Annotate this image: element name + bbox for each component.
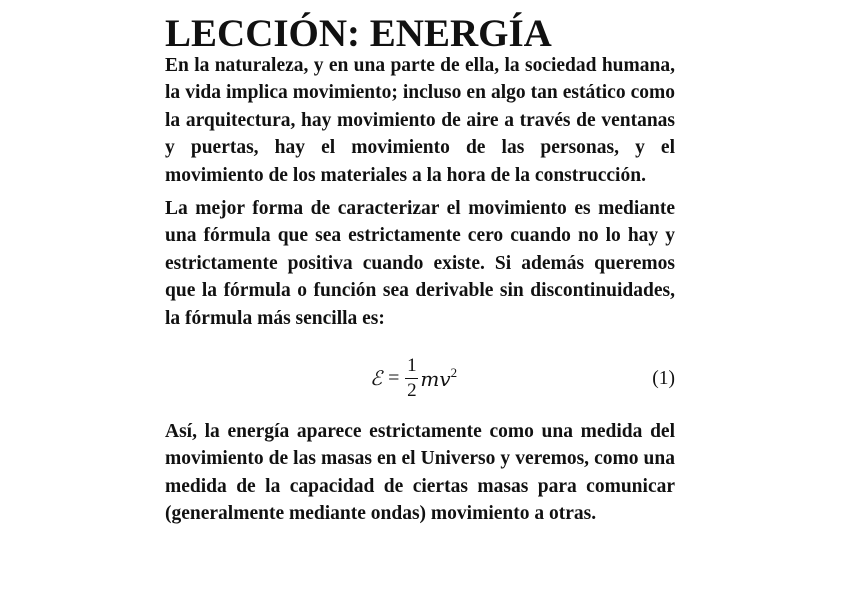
paragraph-intro: En la naturaleza, y en una parte de ella, la sociedad humana, la vida implica movimiento; incluso en algo tan estático como la arquitectura, hay movimiento de aire a través de ventanas y puertas, hay el movimiento de las personas, y el movimiento de los materiales a la hora de la construcción. — [165, 55, 675, 186]
equation-body — [370, 348, 457, 408]
fraction-one-half — [405, 355, 418, 402]
paragraph-formula-motivation: La mejor forma de caracterizar el movimiento es mediante una fórmula que sea estrictamente cero cuando no lo hay y estrictamente positiva cuando existe. Si además queremos que la fórmula o función sea derivable sin discontinuidades, la fórmula más sencilla es: — [165, 198, 675, 329]
kinetic-energy-equation — [165, 346, 675, 416]
lesson-title: LECCIÓN: ENERGÍA — [165, 12, 552, 55]
energy-symbol: ℰ — [370, 366, 383, 391]
document-page — [165, 12, 675, 528]
fraction-numerator: 1 — [407, 354, 417, 376]
equals-sign: = — [388, 366, 400, 389]
equation-variables: mv — [420, 367, 451, 392]
mass-velocity-term — [420, 365, 457, 391]
equation-number: (1) — [652, 368, 675, 390]
paragraph-conclusion: Así, la energía aparece estrictamente como una medida del movimiento de las masas en el Universo y veremos, como una medida de la capacidad de ciertas masas para comunicar (generalmente mediante ondas) movimiento a otras. — [165, 421, 675, 525]
velocity-exponent: 2 — [450, 365, 458, 381]
fraction-denominator: 2 — [407, 379, 417, 401]
fraction-bar — [405, 378, 418, 379]
